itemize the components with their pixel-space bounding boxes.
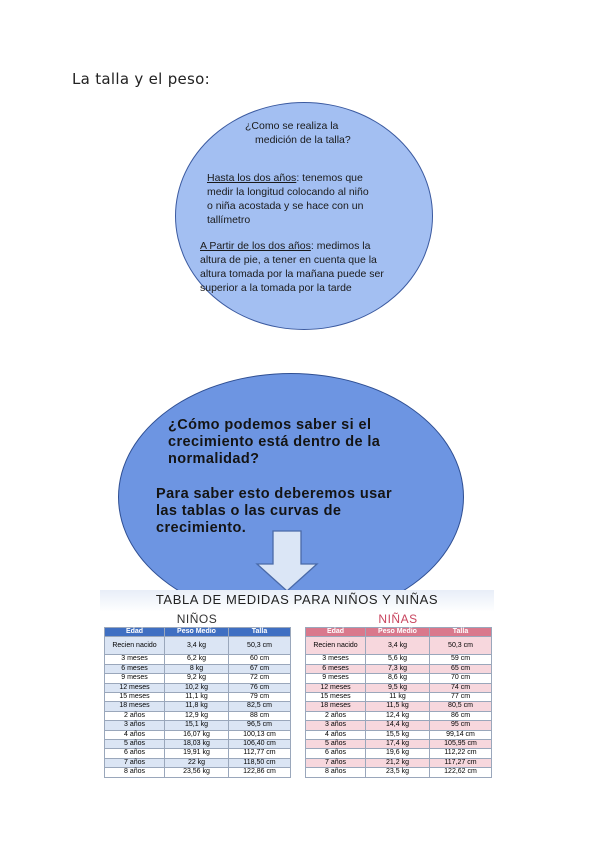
boys-cell: 11,8 kg [165, 702, 229, 711]
down-arrow-icon [255, 530, 319, 592]
girls-cell: 14,4 kg [366, 721, 430, 730]
girls-cell: 117,27 cm [430, 758, 492, 767]
circle1-question-line2: medición de la talla? [255, 134, 351, 146]
girls-cell: 4 años [306, 730, 366, 739]
table-row [306, 637, 492, 655]
boys-cell: 15 meses [105, 693, 165, 702]
girls-cell: 122,62 cm [430, 768, 492, 777]
boys-cell: 6,2 kg [165, 655, 229, 664]
girls-header-row [306, 628, 492, 637]
boys-cell: 8 años [105, 768, 165, 777]
boys-cell: 67 cm [229, 664, 291, 673]
girls-cell: 74 cm [430, 683, 492, 692]
boys-cell: 60 cm [229, 655, 291, 664]
circle2-line4: Para saber esto deberemos usar [156, 486, 393, 502]
girls-header-cell: Talla [430, 628, 492, 637]
circle2-line5: las tablas o las curvas de [156, 503, 342, 519]
girls-table [305, 627, 492, 778]
boys-cell: Recien nacido [105, 637, 165, 655]
circle1-p1-line4: tallímetro [207, 214, 251, 226]
girls-cell: 21,2 kg [366, 758, 430, 767]
boys-cell: 12 meses [105, 683, 165, 692]
circle2-line1: ¿Cómo podemos saber si el [168, 417, 372, 433]
circle1-p2-line1 [200, 240, 370, 254]
circle1-p2-lead: A Partir de los dos años [200, 240, 311, 252]
boys-header-row [105, 628, 291, 637]
girls-cell: 12 meses [306, 683, 366, 692]
table-row [105, 758, 291, 767]
circle2-line3: normalidad? [168, 451, 260, 467]
girls-cell: 65 cm [430, 664, 492, 673]
girls-cell: Recien nacido [306, 637, 366, 655]
girls-cell: 80,5 cm [430, 702, 492, 711]
girls-cell: 9 meses [306, 674, 366, 683]
table-row [306, 768, 492, 777]
boys-cell: 15,1 kg [165, 721, 229, 730]
circle1-p2-line2: altura de pie, a tener en cuenta que la [200, 254, 377, 266]
girls-cell: 3 años [306, 721, 366, 730]
boys-cell: 79 cm [229, 693, 291, 702]
girls-cell: 99,14 cm [430, 730, 492, 739]
girls-cell: 50,3 cm [430, 637, 492, 655]
girls-cell: 3 meses [306, 655, 366, 664]
table-row [306, 655, 492, 664]
circle1-p2-rest: : medimos la [310, 240, 371, 252]
table-row [105, 637, 291, 655]
girls-cell: 15,5 kg [366, 730, 430, 739]
table-row [306, 711, 492, 720]
table-row [105, 683, 291, 692]
boys-cell: 22 kg [165, 758, 229, 767]
circle1-p2-line4: superior a la tomada por la tarde [200, 282, 352, 294]
table-row [306, 674, 492, 683]
boys-header-cell: Peso Medio [165, 628, 229, 637]
table-row [105, 711, 291, 720]
table-row [105, 664, 291, 673]
table-row [105, 740, 291, 749]
girls-cell: 5,6 kg [366, 655, 430, 664]
boys-cell: 18,03 kg [165, 740, 229, 749]
boys-cell: 82,5 cm [229, 702, 291, 711]
girls-cell: 17,4 kg [366, 740, 430, 749]
table-row [306, 664, 492, 673]
boys-cell: 3 meses [105, 655, 165, 664]
circle2-line6: crecimiento. [156, 520, 247, 536]
boys-cell: 76 cm [229, 683, 291, 692]
circle1-p1-lead: Hasta los dos años [207, 172, 297, 184]
boys-cell: 96,5 cm [229, 721, 291, 730]
girls-cell: 6 meses [306, 664, 366, 673]
girls-cell: 95 cm [430, 721, 492, 730]
girls-cell: 70 cm [430, 674, 492, 683]
girls-cell: 19,6 kg [366, 749, 430, 758]
circle1-question-line1: ¿Como se realiza la [245, 120, 339, 132]
boys-header-cell: Talla [229, 628, 291, 637]
girls-cell: 86 cm [430, 711, 492, 720]
boys-cell: 7 años [105, 758, 165, 767]
girls-cell: 23,5 kg [366, 768, 430, 777]
table-row [306, 749, 492, 758]
table-row [306, 730, 492, 739]
circle1-p1-rest: : tenemos que [296, 172, 363, 184]
boys-cell: 8 kg [165, 664, 229, 673]
girls-cell: 77 cm [430, 693, 492, 702]
circle2-line2: crecimiento está dentro de la [168, 434, 381, 450]
measurements-table-image [100, 590, 494, 776]
boys-cell: 72 cm [229, 674, 291, 683]
girls-header-cell: Peso Medio [366, 628, 430, 637]
circle1-p1-line3: o niña acostada y se hace con un [207, 200, 364, 212]
table-row [306, 702, 492, 711]
table-row [105, 749, 291, 758]
girls-cell: 105,95 cm [430, 740, 492, 749]
girls-cell: 8,6 kg [366, 674, 430, 683]
boys-cell: 106,40 cm [229, 740, 291, 749]
boys-cell: 5 años [105, 740, 165, 749]
girls-cell: 7 años [306, 758, 366, 767]
boys-table [104, 627, 291, 778]
boys-cell: 23,56 kg [165, 768, 229, 777]
table-row [105, 655, 291, 664]
girls-cell: 2 años [306, 711, 366, 720]
table-row [105, 730, 291, 739]
girls-cell: 18 meses [306, 702, 366, 711]
boys-cell: 112,77 cm [229, 749, 291, 758]
boys-cell: 9,2 kg [165, 674, 229, 683]
boys-cell: 11,1 kg [165, 693, 229, 702]
boys-label: NIÑOS [176, 612, 218, 626]
circle1-p1-line2: medir la longitud colocando al niño [207, 186, 369, 198]
boys-cell: 88 cm [229, 711, 291, 720]
girls-cell: 6 años [306, 749, 366, 758]
boys-cell: 6 meses [105, 664, 165, 673]
girls-cell: 15 meses [306, 693, 366, 702]
boys-cell: 10,2 kg [165, 683, 229, 692]
girls-cell: 3,4 kg [366, 637, 430, 655]
boys-cell: 3,4 kg [165, 637, 229, 655]
boys-cell: 100,13 cm [229, 730, 291, 739]
table-row [306, 693, 492, 702]
table-row [105, 768, 291, 777]
table-row [306, 740, 492, 749]
boys-cell: 3 años [105, 721, 165, 730]
boys-cell: 6 años [105, 749, 165, 758]
boys-cell: 2 años [105, 711, 165, 720]
table-title: TABLA DE MEDIDAS PARA NIÑOS Y NIÑAS [100, 590, 494, 612]
girls-cell: 7,3 kg [366, 664, 430, 673]
boys-cell: 118,50 cm [229, 758, 291, 767]
girls-cell: 11,5 kg [366, 702, 430, 711]
boys-cell: 16,07 kg [165, 730, 229, 739]
table-row [105, 702, 291, 711]
girls-cell: 59 cm [430, 655, 492, 664]
boys-cell: 4 años [105, 730, 165, 739]
table-row [105, 693, 291, 702]
circle1-p2-line3: altura tomada por la mañana puede ser [200, 268, 384, 280]
girls-cell: 11 kg [366, 693, 430, 702]
table-row [105, 721, 291, 730]
table-row [105, 674, 291, 683]
girls-cell: 12,4 kg [366, 711, 430, 720]
page-heading: La talla y el peso: [72, 70, 210, 88]
boys-header-cell: Edad [105, 628, 165, 637]
girls-cell: 5 años [306, 740, 366, 749]
girls-cell: 112,22 cm [430, 749, 492, 758]
table-row [306, 721, 492, 730]
circle1-p1-line1 [207, 172, 363, 186]
boys-cell: 122,86 cm [229, 768, 291, 777]
girls-header-cell: Edad [306, 628, 366, 637]
girls-cell: 9,5 kg [366, 683, 430, 692]
table-row [306, 758, 492, 767]
girls-cell: 8 años [306, 768, 366, 777]
boys-cell: 19,91 kg [165, 749, 229, 758]
boys-cell: 9 meses [105, 674, 165, 683]
boys-cell: 18 meses [105, 702, 165, 711]
table-row [306, 683, 492, 692]
boys-cell: 50,3 cm [229, 637, 291, 655]
girls-label: NIÑAS [378, 612, 418, 626]
boys-cell: 12,9 kg [165, 711, 229, 720]
